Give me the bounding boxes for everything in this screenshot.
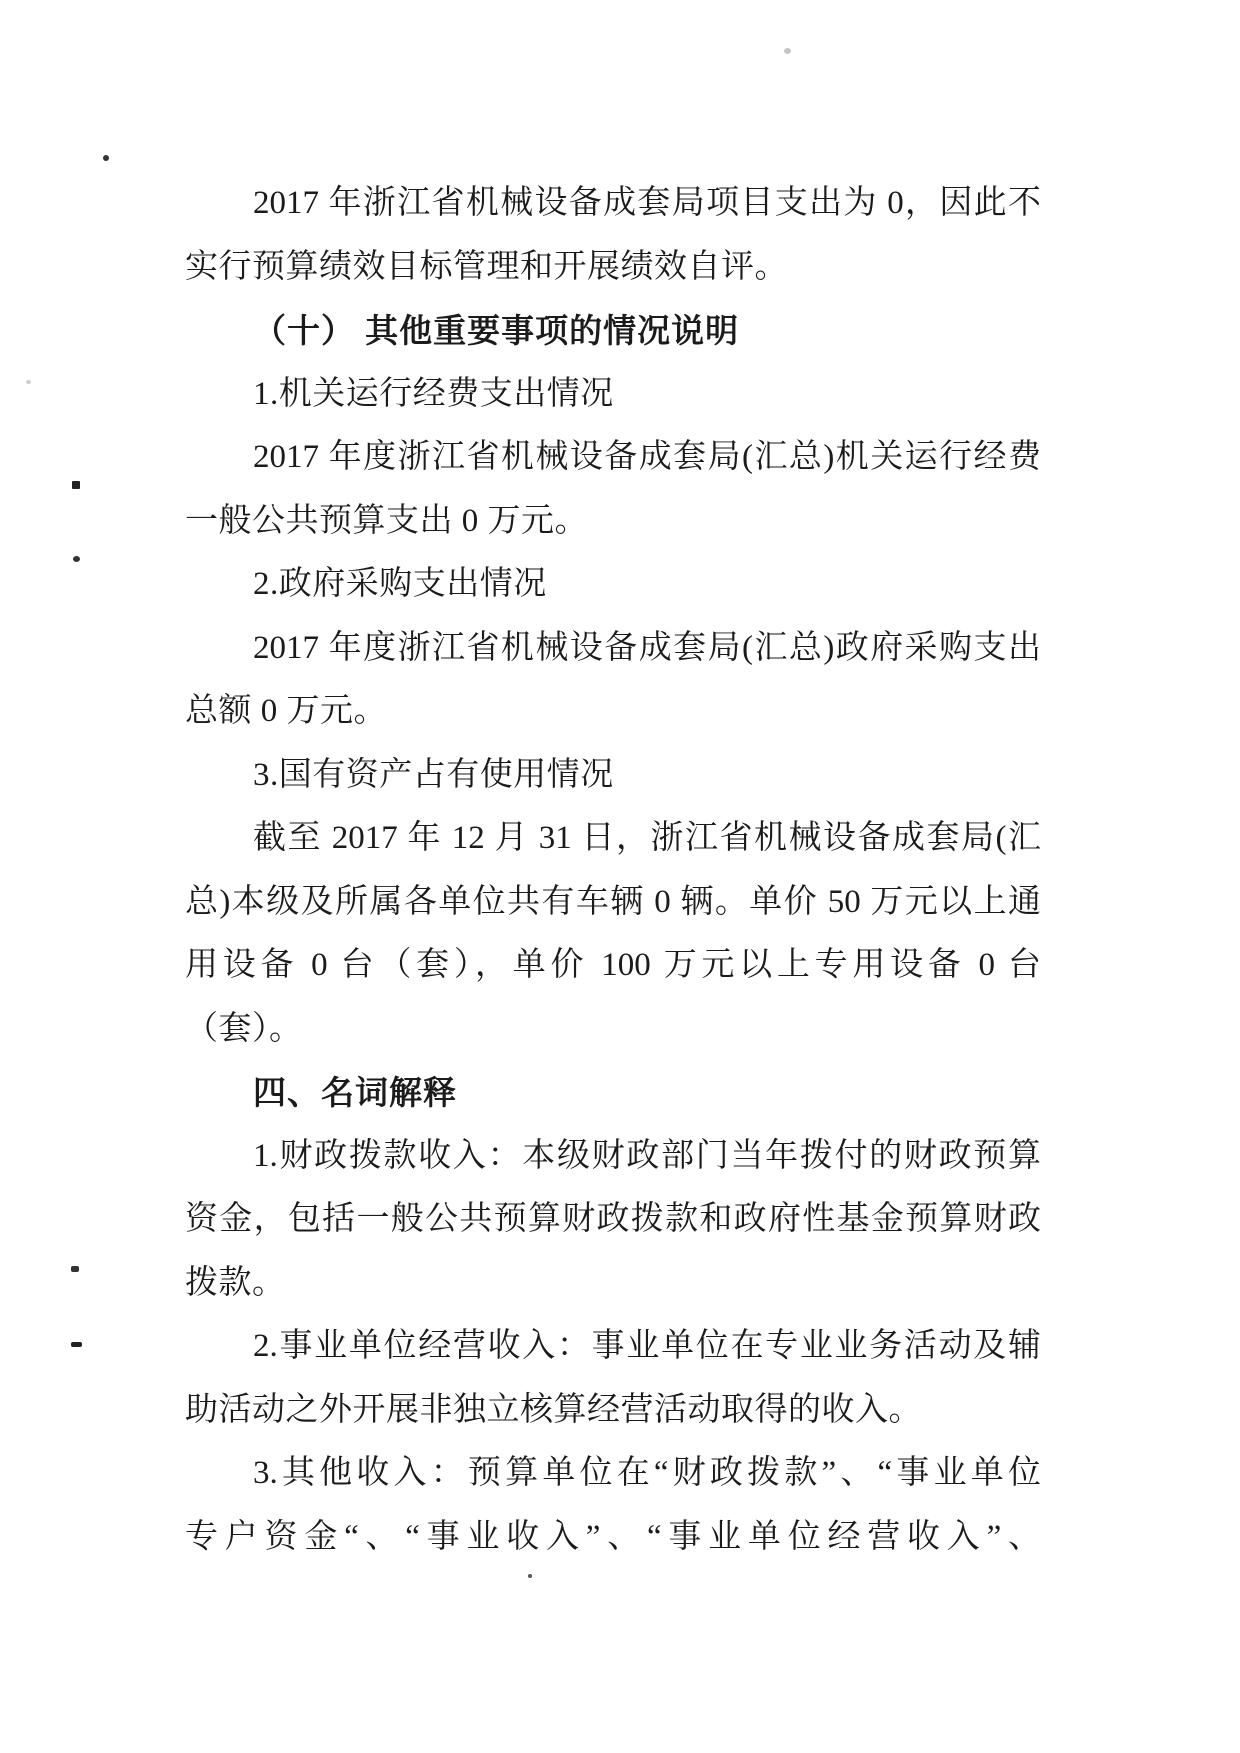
text-line: 总额 0 万元。 (185, 693, 387, 729)
text-line: 2.政府采购支出情况 (253, 566, 547, 602)
scan-speck (103, 155, 109, 161)
section-heading: 四、名词解释 (253, 1074, 457, 1111)
text-line: 1.财政拨款收入：本级财政部门当年拨付的财政预算 (253, 1137, 1041, 1174)
text-line: 总)本级及所属各单位共有车辆 0 辆。单价 50 万元以上通 (185, 883, 1041, 920)
document-body (185, 172, 1041, 1569)
text-line: 3.国有资产占有使用情况 (253, 756, 614, 793)
text-line: 用设备 0 台（套），单价 100 万元以上专用设备 0 台 (185, 947, 1041, 983)
scan-speck (528, 1574, 532, 1578)
scan-speck (71, 1342, 82, 1347)
text-line: 一般公共预算支出 0 万元。 (185, 502, 588, 539)
text-line: 专户资金“、“事业收入”、“事业单位经营收入”、 (185, 1518, 1041, 1555)
scan-speck (26, 380, 31, 384)
text-line: 2017 年度浙江省机械设备成套局(汇总)机关运行经费 (253, 439, 1041, 475)
text-line: 助活动之外开展非独立核算经营活动取得的收入。 (185, 1391, 922, 1428)
text-line: 截至 2017 年 12 月 31 日，浙江省机械设备成套局(汇 (253, 820, 1041, 856)
text-line: 实行预算绩效目标管理和开展绩效自评。 (185, 248, 788, 285)
scan-speck (784, 48, 791, 54)
text-line: 拨款。 (185, 1264, 286, 1301)
text-line: 3.其他收入：预算单位在“财政拨款”、“事业单位 (253, 1455, 1041, 1491)
scan-speck (71, 1266, 79, 1272)
text-line: 2.事业单位经营收入：事业单位在专业业务活动及辅 (253, 1328, 1041, 1364)
text-line: 2017 年浙江省机械设备成套局项目支出为 0，因此不 (253, 185, 1041, 221)
section-heading: （十） 其他重要事项的情况说明 (253, 312, 740, 349)
scan-speck (72, 481, 80, 489)
text-line: 2017 年度浙江省机械设备成套局(汇总)政府采购支出 (253, 629, 1041, 666)
scan-speck (73, 556, 80, 562)
text-line: 资金，包括一般公共预算财政拨款和政府性基金预算财政 (185, 1201, 1041, 1237)
text-line: （套）。 (185, 1010, 303, 1047)
text-line: 1.机关运行经费支出情况 (253, 375, 614, 412)
